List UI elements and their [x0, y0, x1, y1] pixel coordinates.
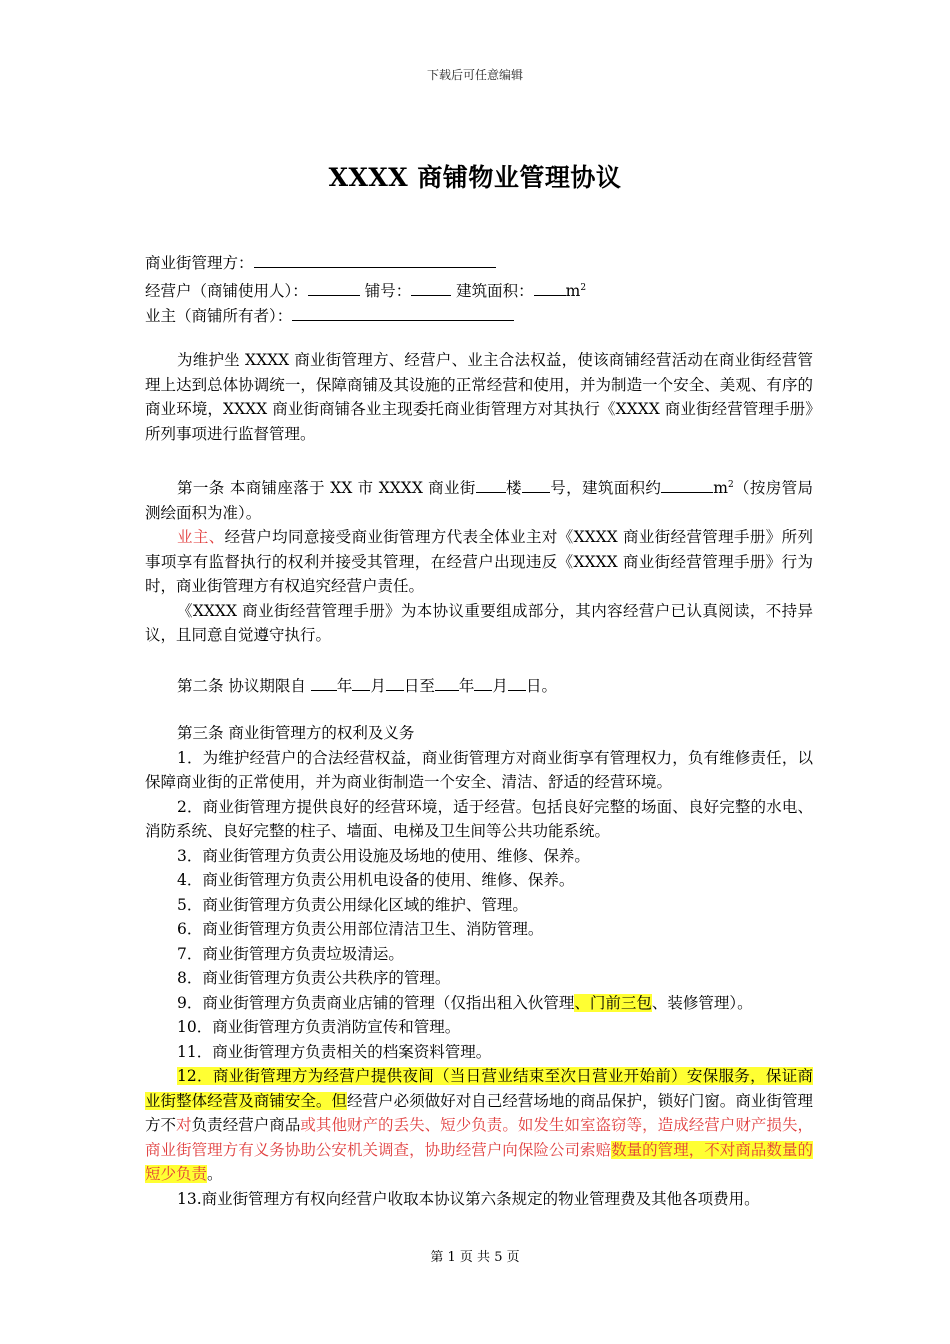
article-3-item-5: 5．商业街管理方负责公用绿化区域的维护、管理。: [177, 895, 528, 914]
year1-blank: [311, 673, 337, 691]
article-1-para-3: 《XXXX 商业街经营管理手册》为本协议重要组成部分，其内容经营户已认真阅读，不持异议，且同意自觉遵守执行。: [145, 601, 813, 645]
item-12-text-b: 经营户必须做好对自己经营场地的商品保护，锁好门窗。商业街管理方不: [145, 1091, 813, 1134]
building-blank: [476, 475, 506, 493]
article-3-heading: 第三条 商业街管理方的权利及义务: [177, 724, 415, 742]
item-12-end: 。: [207, 1165, 223, 1183]
article-3-item-6: 6．商业街管理方负责公用部位清洁卫生、消防管理。: [177, 920, 544, 938]
manager-line: [145, 250, 813, 276]
article-1-para-2: [145, 525, 813, 599]
area-blank: [534, 278, 566, 296]
article-1-sup: 2: [727, 480, 734, 490]
shop-no-blank: [411, 278, 451, 296]
article-1: [145, 473, 813, 648]
intro-paragraph: 为维护坐 XXXX 商业街管理方、经营户、业主合法权益，使该商铺经营活动在商业街经营管理上达到总体协调统一，保障商铺及其设施的正常经营和使用，并为制造一个安全、美观、有序的商业环境，XXXX 商业街商铺各业主现委托商业街管理方对其执行《XXXX 商业街经营管理手册》所列事项进行监督管理。: [145, 351, 813, 443]
tenant-label: 经营户（商铺使用人）：: [145, 281, 308, 300]
month2-blank: [474, 673, 492, 691]
intro-block: [145, 348, 813, 446]
article-3-item-3: 3．商业街管理方负责公用设施及场地的使用、维修、保养。: [177, 846, 590, 865]
article-1-para-2-text: 经营户均同意接受商业街管理方代表全体业主对《XXXX 商业街经营管理手册》所列事项享有监督执行的权利并接受其管理，在经营户出现违反《XXXX 商业街经营管理手册》行为时，商业街管理方有权追究经营户责任。: [145, 528, 813, 596]
year1-label: 年: [336, 677, 353, 695]
owner-blank: [292, 303, 514, 321]
article-1-text-d: m: [713, 479, 728, 498]
item-9-text-b: 、装修管理）。: [651, 993, 753, 1012]
day2-label: 日。: [525, 677, 557, 695]
article-1-text-a: 第一条 本商铺座落于 XX 市 XXXX 商业街: [177, 479, 476, 498]
article-1-text-e: （按房管局测绘面积为准）。: [145, 479, 813, 522]
tenant-blank: [308, 278, 360, 296]
item-12-red-2: 或其他财产的丢失、短少负责。如发生如室盗窃等，造成经营户财产损失，商业街管理方有义务协助公安机关调查，协助经营户向保险公司索赔: [145, 1116, 813, 1159]
header-note: 下载后可任意编辑: [426, 68, 523, 82]
page-footer: 第 1 页 共 5 页: [430, 1250, 520, 1265]
day1-blank: [386, 673, 404, 691]
day2-blank: [508, 673, 526, 691]
shop-no-label: 铺号：: [364, 281, 412, 300]
item-12-red-1: 对: [176, 1116, 192, 1134]
article-3-item-7: 7．商业街管理方负责垃圾清运。: [177, 944, 404, 963]
item-12-text-c: 负责经营户商品: [191, 1116, 301, 1134]
parties-block: [145, 250, 813, 329]
article-1-text-c: 号，建筑面积约: [549, 479, 662, 498]
tenant-line: [145, 276, 813, 304]
article-3-item-12: [145, 1064, 813, 1187]
article-3-item-8: 8．商业街管理方负责公共秩序的管理。: [177, 969, 451, 987]
article-3-item-10: 10．商业街管理方负责消防宣传和管理。: [177, 1018, 461, 1036]
year2-blank: [435, 673, 459, 691]
article-3-item-4: 4．商业街管理方负责公用机电设备的使用、维修、保养。: [177, 871, 575, 889]
item-12-highlight-1: 12．商业街管理方为经营户提供夜间（当日营业结束至次日营业开始前）安保服务，保证商业街整体经营及商铺安全。但: [145, 1067, 813, 1110]
page-title: XXXX 商铺物业管理协议: [328, 163, 622, 192]
article-2-para: [145, 673, 813, 699]
manager-blank: [254, 250, 496, 268]
day1-label: 日至: [403, 677, 435, 695]
item-9-highlight: 、门前三包: [574, 993, 652, 1012]
article-2-text: 第二条 协议期限自: [177, 677, 311, 695]
article-3-item-11: 11．商业街管理方负责相关的档案资料管理。: [177, 1042, 492, 1061]
owner-line: [145, 303, 813, 329]
area-unit-sup: 2: [580, 282, 587, 293]
article-1-red-text: 业主、: [177, 528, 225, 547]
article-1-para-1: [145, 473, 813, 525]
article-3-item-9: [145, 991, 813, 1016]
month1-blank: [352, 673, 370, 691]
manager-label: 商业街管理方：: [145, 254, 254, 272]
month1-label: 月: [370, 677, 386, 695]
article-3-item-1: 1．为维护经营户的合法经营权益，商业街管理方对商业街享有管理权力，负有维修责任，以保障商业街的正常使用，并为商业街制造一个安全、清洁、舒适的经营环境。: [145, 748, 813, 791]
article-3-item-2: 2．商业街管理方提供良好的经营环境，适于经营。包括良好完整的场面、良好完整的水电、消防系统、良好完整的柱子、墙面、电梯及卫生间等公共功能系统。: [145, 797, 813, 840]
month2-label: 月: [492, 677, 508, 695]
number-blank: [522, 475, 550, 493]
item-9-text-a: 9．商业街管理方负责商业店铺的管理（仅指出租入伙管理: [177, 993, 575, 1012]
article-3: [145, 721, 813, 1211]
area-unit: m: [565, 281, 581, 300]
owner-label: 业主（商铺所有者）：: [145, 307, 293, 326]
year2-label: 年: [458, 677, 475, 695]
article-3-item-13: 13.商业街管理方有权向经营户收取本协议第六条规定的物业管理费及其他各项费用。: [177, 1189, 760, 1208]
article-1-text-b: 楼: [505, 479, 522, 498]
area-approx-blank: [661, 475, 713, 493]
area-label: 建筑面积：: [456, 281, 534, 300]
article-2: [145, 673, 813, 699]
item-12-highlight-2: 数量的管理，不对商品数量的短少负责: [145, 1140, 813, 1183]
